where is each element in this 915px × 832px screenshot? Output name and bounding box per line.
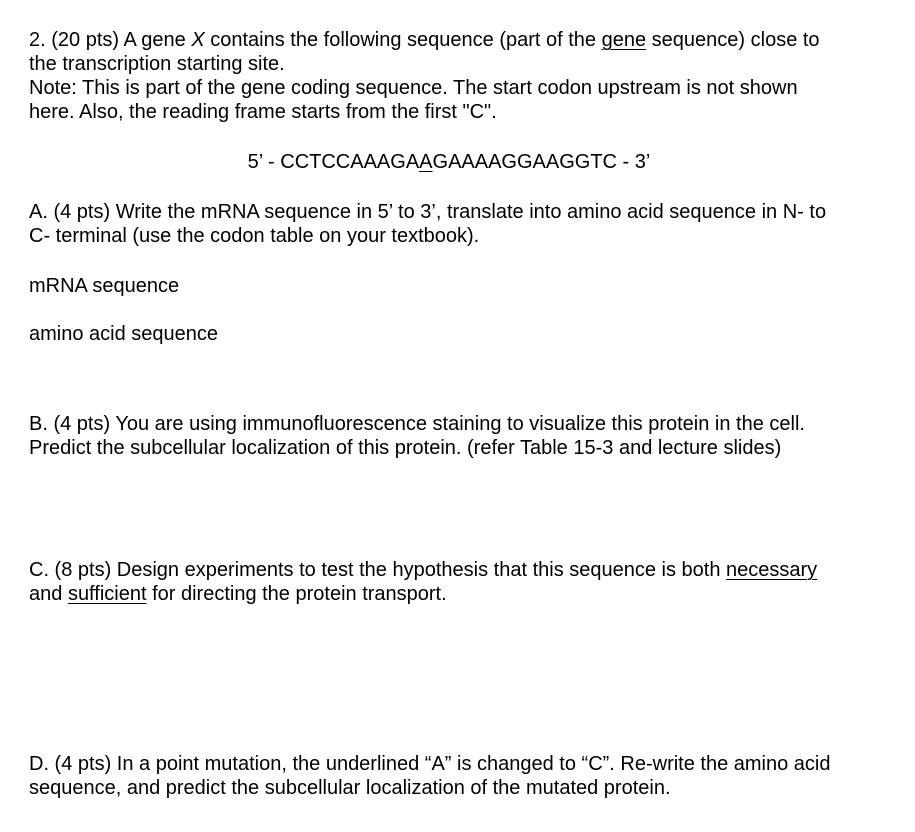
question-2-note-line-1: Note: This is part of the gene coding sequence. The start codon upstream is not shown [29, 77, 798, 99]
part-b-line-2: Predict the subcellular localization of this protein. (refer Table 15-3 and lecture slides) [29, 437, 782, 459]
question-2-note-line-2: here. Also, the reading frame starts from the first "C". [29, 101, 497, 123]
part-d-line-2: sequence, and predict the subcellular localization of the mutated protein. [29, 777, 671, 799]
question-2-intro [29, 28, 889, 124]
document-page [29, 28, 889, 800]
part-c-text-a: C. (8 pts) Design experiments to test the hypothesis that this sequence is both [29, 559, 727, 581]
part-c-line-1 [29, 558, 889, 582]
gene-word-underlined: gene [601, 29, 647, 51]
sufficient-underlined: sufficient [67, 583, 147, 605]
question-2-text-b: contains the following sequence (part of the [204, 29, 602, 51]
part-a-line-1: A. (4 pts) Write the mRNA sequence in 5’ to 3’, translate into amino acid sequence in N- to [29, 201, 827, 223]
part-d [29, 752, 889, 800]
mrna-sequence-label: mRNA sequence [29, 275, 180, 297]
question-2-text-c: sequence) close to [646, 29, 820, 51]
part-d-line-1: D. (4 pts) In a point mutation, the underlined “A” is changed to “C”. Re-write the amino acid [29, 753, 831, 775]
part-b-line-1: B. (4 pts) You are using immunofluorescence staining to visualize this protein in the cell. [29, 413, 805, 435]
part-a [29, 200, 889, 248]
part-c-text-c: for directing the protein transport. [146, 583, 447, 605]
part-c-line-2 [29, 582, 889, 606]
gene-name: X [191, 29, 205, 51]
question-2-text-a: 2. (20 pts) A gene [29, 29, 192, 51]
part-c [29, 558, 889, 606]
question-2-line-2: the transcription starting site. [29, 53, 285, 75]
dna-sequence [29, 150, 889, 174]
part-c-text-b: and [29, 583, 68, 605]
sequence-suffix: GAAAAGGAAGGTC - 3’ [432, 151, 651, 173]
amino-acid-sequence-label: amino acid sequence [29, 323, 219, 345]
part-a-line-2: C- terminal (use the codon table on your textbook). [29, 225, 480, 247]
sequence-underlined-base: A [419, 151, 433, 173]
part-b [29, 412, 889, 460]
necessary-underlined: necessary [726, 559, 818, 581]
sequence-prefix: 5’ - CCTCCAAAGA [247, 151, 420, 173]
question-2-line-1 [29, 28, 889, 52]
